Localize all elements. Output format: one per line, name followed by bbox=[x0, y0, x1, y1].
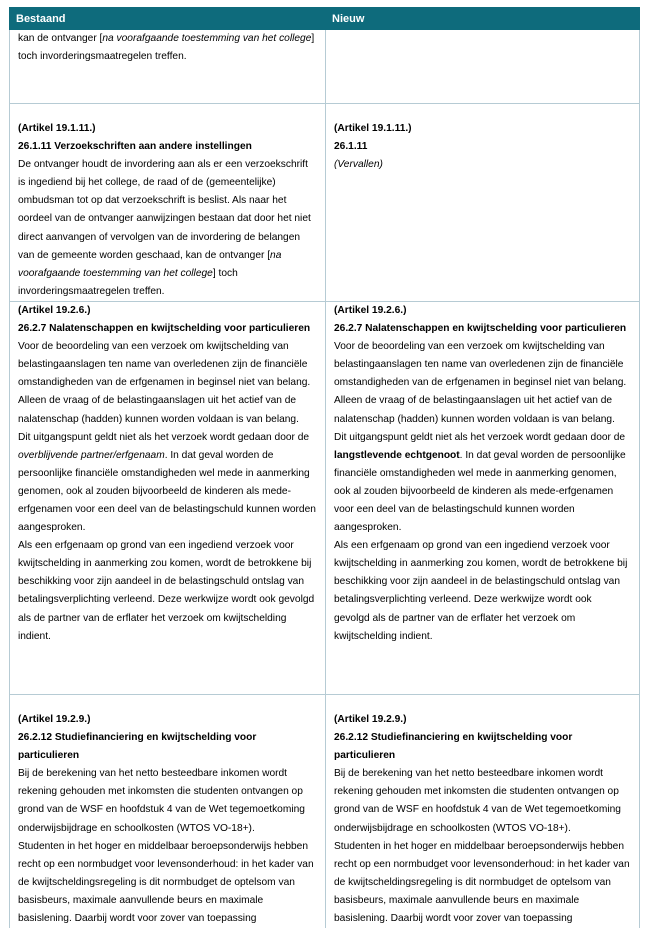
table-header-row bbox=[10, 8, 640, 30]
table-row bbox=[10, 694, 640, 928]
table-row bbox=[10, 301, 640, 694]
paragraph: Studenten in het hoger en middelbaar beroepsonderwijs hebben recht op een normbudget voor levensonderhoud: in het kader van de kwijtscheldingsregeling is dit normbudget de optelsom van basisbeurs, maximale aanvullende beurs en maximale basislening. Daarbij wordt voor zover van toepassing bbox=[334, 840, 630, 924]
text-run: Dit uitgangspunt geldt niet als het verzoek wordt gedaan door de bbox=[334, 431, 626, 443]
paragraph: Studenten in het hoger en middelbaar beroepsonderwijs hebben recht op een normbudget voor levensonderhoud: in het kader van de kwijtscheldingsregeling is dit normbudget de optelsom van basisbeurs, maximale aanvullende beurs en maximale basislening. Daarbij wordt voor zover van toepassing bbox=[18, 840, 314, 924]
paragraph: Bij de berekening van het netto besteedbare inkomen wordt rekening gehouden met inkomsten die studenten ontvangen op grond van de WSF en hoofdstuk 4 van de Wet tegemoetkoming onderwijsbijdrage en schoolkosten (WTOS VO-18+). bbox=[334, 768, 621, 834]
comparison-table-sheet bbox=[9, 7, 640, 928]
article-ref: (Artikel 19.2.6.) bbox=[334, 304, 407, 316]
section-title: 26.1.11 bbox=[334, 141, 368, 153]
cell-bestaand bbox=[10, 104, 326, 302]
cell-nieuw bbox=[326, 30, 640, 104]
table-row bbox=[10, 30, 640, 104]
header-bestaand: Bestaand bbox=[10, 8, 326, 30]
cell-bestaand bbox=[10, 301, 326, 694]
text-run: ] toch invorderingsmaatregelen treffen. bbox=[18, 267, 238, 297]
section-title: 26.2.12 Studiefinanciering en kwijtschelding voor particulieren bbox=[18, 732, 257, 762]
paragraph: Bij de berekening van het netto besteedbare inkomen wordt rekening gehouden met inkomsten die studenten ontvangen op grond van de WSF en hoofdstuk 4 van de Wet tegemoetkoming onderwijsbijdrage en schoolkosten (WTOS VO-18+). bbox=[18, 768, 305, 834]
section-title: 26.1.11 Verzoekschriften aan andere instellingen bbox=[18, 141, 252, 153]
section-title: 26.2.12 Studiefinanciering en kwijtschelding voor particulieren bbox=[334, 732, 573, 762]
table-row bbox=[10, 104, 640, 302]
cell-bestaand bbox=[10, 694, 326, 928]
text-run: Dit uitgangspunt geldt niet als het verzoek wordt gedaan door de bbox=[18, 431, 310, 443]
cell-nieuw bbox=[326, 301, 640, 694]
italic-run: na voorafgaande toestemming van het college bbox=[102, 33, 312, 44]
cell-bestaand bbox=[10, 30, 326, 104]
section-title: 26.2.7 Nalatenschappen en kwijtschelding voor particulieren bbox=[18, 323, 311, 335]
paragraph: Voor de beoordeling van een verzoek om kwijtschelding van belastingaanslagen ten name van overledenen zijn de financiële omstandigheden van de erfgenamen in beginsel niet van belang. Alleen de vraag of de belastingaanslagen uit het actief van de nalatenschap (hadden) kunnen worden voldaan is van belang. bbox=[334, 341, 627, 425]
text-run: kan de ontvanger [ bbox=[18, 33, 103, 44]
article-ref: (Artikel 19.2.6.) bbox=[18, 304, 91, 316]
comparison-table bbox=[9, 7, 640, 928]
header-nieuw: Nieuw bbox=[326, 8, 640, 30]
paragraph: Als een erfgenaam op grond van een ingediend verzoek voor kwijtschelding in aanmerking zou komen, wordt de betrokkene bij beschikking voor zijn aandeel in de belastingschuld ontslag van betalingsverplichting verleend. Deze werkwijze wordt ook gevolgd als de partner van de erflater het verzoek om kwijtschelding indient. bbox=[334, 540, 628, 642]
section-title: 26.2.7 Nalatenschappen en kwijtschelding voor particulieren bbox=[334, 323, 627, 335]
cell-nieuw bbox=[326, 694, 640, 928]
paragraph: De ontvanger houdt de invordering aan als er een verzoekschrift is ingediend bij het college, de raad of de (gemeentelijke) ombudsman tot op dat verzoekschrift is beslist. Als naar het oordeel van de ontvanger aanwijzingen bestaan dat door het niet direct aanvangen of vervolgen van de invordering de belangen van de gemeente worden geschaad, kan de ontvanger [ bbox=[18, 159, 311, 261]
italic-run: overblijvende partner/erfgenaam bbox=[18, 449, 165, 461]
italic-run: na voorafgaande toestemming van het college bbox=[18, 249, 282, 279]
article-ref: (Artikel 19.1.11.) bbox=[18, 123, 96, 134]
status-note: (Vervallen) bbox=[334, 159, 383, 171]
cell-nieuw bbox=[326, 104, 640, 302]
text-run: . In dat geval worden de persoonlijke financiële omstandigheden wel mede in aanmerking genomen, ook al zouden bijvoorbeeld de kinderen als mede-erfgenamen voor een deel van de belastingschuld kunnen worden aangesproken. bbox=[18, 449, 316, 534]
text-run: . In dat geval worden de persoonlijke financiële omstandigheden wel mede in aanmerking genomen, ook al zouden bijvoorbeeld de kinderen als mede-erfgenamen voor een deel van de belastingschuld kunnen worden aangesproken. bbox=[334, 449, 626, 534]
article-ref: (Artikel 19.2.9.) bbox=[334, 713, 407, 725]
bold-run: langstlevende echtgenoot bbox=[334, 449, 460, 461]
paragraph: Voor de beoordeling van een verzoek om kwijtschelding van belastingaanslagen ten name van overledenen zijn de financiële omstandigheden van de erfgenamen in beginsel niet van belang. Alleen de vraag of de belastingaanslagen uit het actief van de nalatenschap (hadden) kunnen worden voldaan is van belang. bbox=[18, 341, 311, 425]
article-ref: (Artikel 19.1.11.) bbox=[334, 123, 412, 134]
paragraph: Als een erfgenaam op grond van een ingediend verzoek voor kwijtschelding in aanmerking zou komen, wordt de betrokkene bij beschikking voor zijn aandeel in de belastingschuld ontslag van betalingsverplichting verleend. Deze werkwijze wordt ook gevolgd als de partner van de erflater het verzoek om kwijtschelding indient. bbox=[18, 540, 315, 642]
text-run: ] toch invorderingsmaatregelen treffen. bbox=[18, 33, 315, 63]
article-ref: (Artikel 19.2.9.) bbox=[18, 713, 91, 725]
